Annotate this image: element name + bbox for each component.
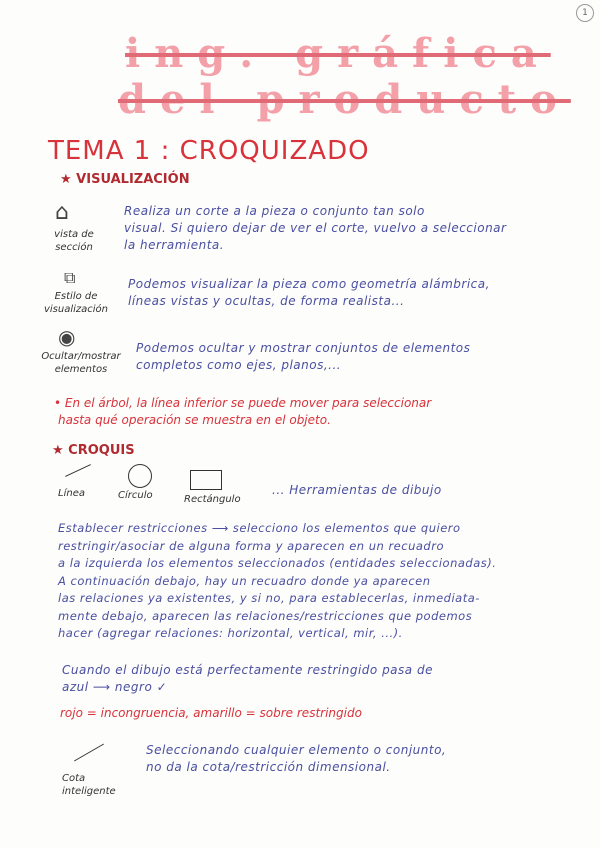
text-line: la herramienta. bbox=[124, 238, 225, 252]
text-line: restringir/asociar de alguna forma y aparecen en un recuadro bbox=[58, 538, 444, 553]
page-number: 1 bbox=[576, 4, 594, 22]
text-line: Podemos visualizar la pieza como geometría alámbrica, bbox=[128, 277, 490, 291]
item-text bbox=[128, 276, 490, 310]
tree-note bbox=[54, 395, 431, 429]
visualizacion-heading: ★ VISUALIZACIÓN bbox=[60, 172, 190, 187]
text-line: Realiza un corte a la pieza o conjunto tan solo bbox=[124, 204, 425, 218]
croquis-heading: ★ CROQUIS bbox=[52, 443, 135, 458]
title-line-1: ing. gráfica bbox=[125, 30, 551, 77]
text-line: Cuando el dibujo está perfectamente restringido pasa de bbox=[62, 663, 433, 677]
circle-tool-icon bbox=[128, 464, 152, 488]
item-text bbox=[136, 340, 470, 374]
text-line: líneas vistas y ocultas, de forma realista... bbox=[128, 294, 405, 308]
line-tool-icon bbox=[65, 464, 91, 477]
eye-icon: ◉ bbox=[58, 325, 76, 349]
text-line: • En el árbol, la línea inferior se puede mover para seleccionar bbox=[54, 396, 432, 410]
item-label: Ocultar/mostrar elementos bbox=[41, 351, 121, 375]
text-line: Seleccionando cualquier elemento o conjunto, bbox=[146, 743, 447, 757]
tool-label: Línea bbox=[58, 488, 85, 499]
text-line: visual. Si quiero dejar de ver el corte, vuelvo a seleccionar bbox=[124, 221, 507, 235]
item-text bbox=[124, 203, 506, 254]
text-line: A continuación debajo, hay un recuadro donde ya aparecen bbox=[58, 573, 431, 588]
tool-label: Rectángulo bbox=[184, 494, 241, 505]
text-line: completos como ejes, planos,... bbox=[136, 358, 342, 372]
restricciones-text bbox=[58, 520, 496, 643]
text-line: las relaciones ya existentes, y si no, para establecerlas, inmediata- bbox=[58, 591, 480, 605]
cube-icon: ⧉ bbox=[64, 268, 76, 287]
tools-text: ... Herramientas de dibujo bbox=[272, 483, 442, 497]
text-line: Establecer restricciones ⟶ selecciono los elementos que quiero bbox=[58, 521, 461, 535]
text-line: hasta qué operación se muestra en el objeto. bbox=[58, 413, 331, 427]
tema-heading: TEMA 1 : CROQUIZADO bbox=[48, 136, 370, 166]
item-label: vista de sección bbox=[54, 229, 94, 253]
text-line: a la izquierda los elementos seleccionados (entidades seleccionadas). bbox=[58, 556, 497, 570]
restringido-text bbox=[62, 662, 433, 696]
text-line: hacer (agregar relaciones: horizontal, vertical, mir, ...). bbox=[58, 626, 403, 640]
text-line: azul ⟶ negro ✓ bbox=[62, 680, 168, 694]
cota-label: Cota inteligente bbox=[62, 773, 116, 797]
text-line: mente debajo, aparecen las relaciones/restricciones que podemos bbox=[58, 608, 473, 623]
tool-label: Círculo bbox=[118, 490, 153, 501]
text-line: no da la cota/restricción dimensional. bbox=[146, 760, 391, 774]
section-view-icon: ⌂ bbox=[55, 200, 69, 225]
item-label: Estilo de visualización bbox=[43, 291, 109, 315]
rectangle-tool-icon bbox=[190, 470, 222, 490]
title-line-2: del producto bbox=[118, 76, 571, 123]
smart-dimension-icon bbox=[74, 744, 104, 762]
colores-text: rojo = incongruencia, amarillo = sobre restringido bbox=[60, 706, 362, 720]
cota-text bbox=[146, 742, 446, 776]
text-line: Podemos ocultar y mostrar conjuntos de elementos bbox=[136, 341, 471, 355]
